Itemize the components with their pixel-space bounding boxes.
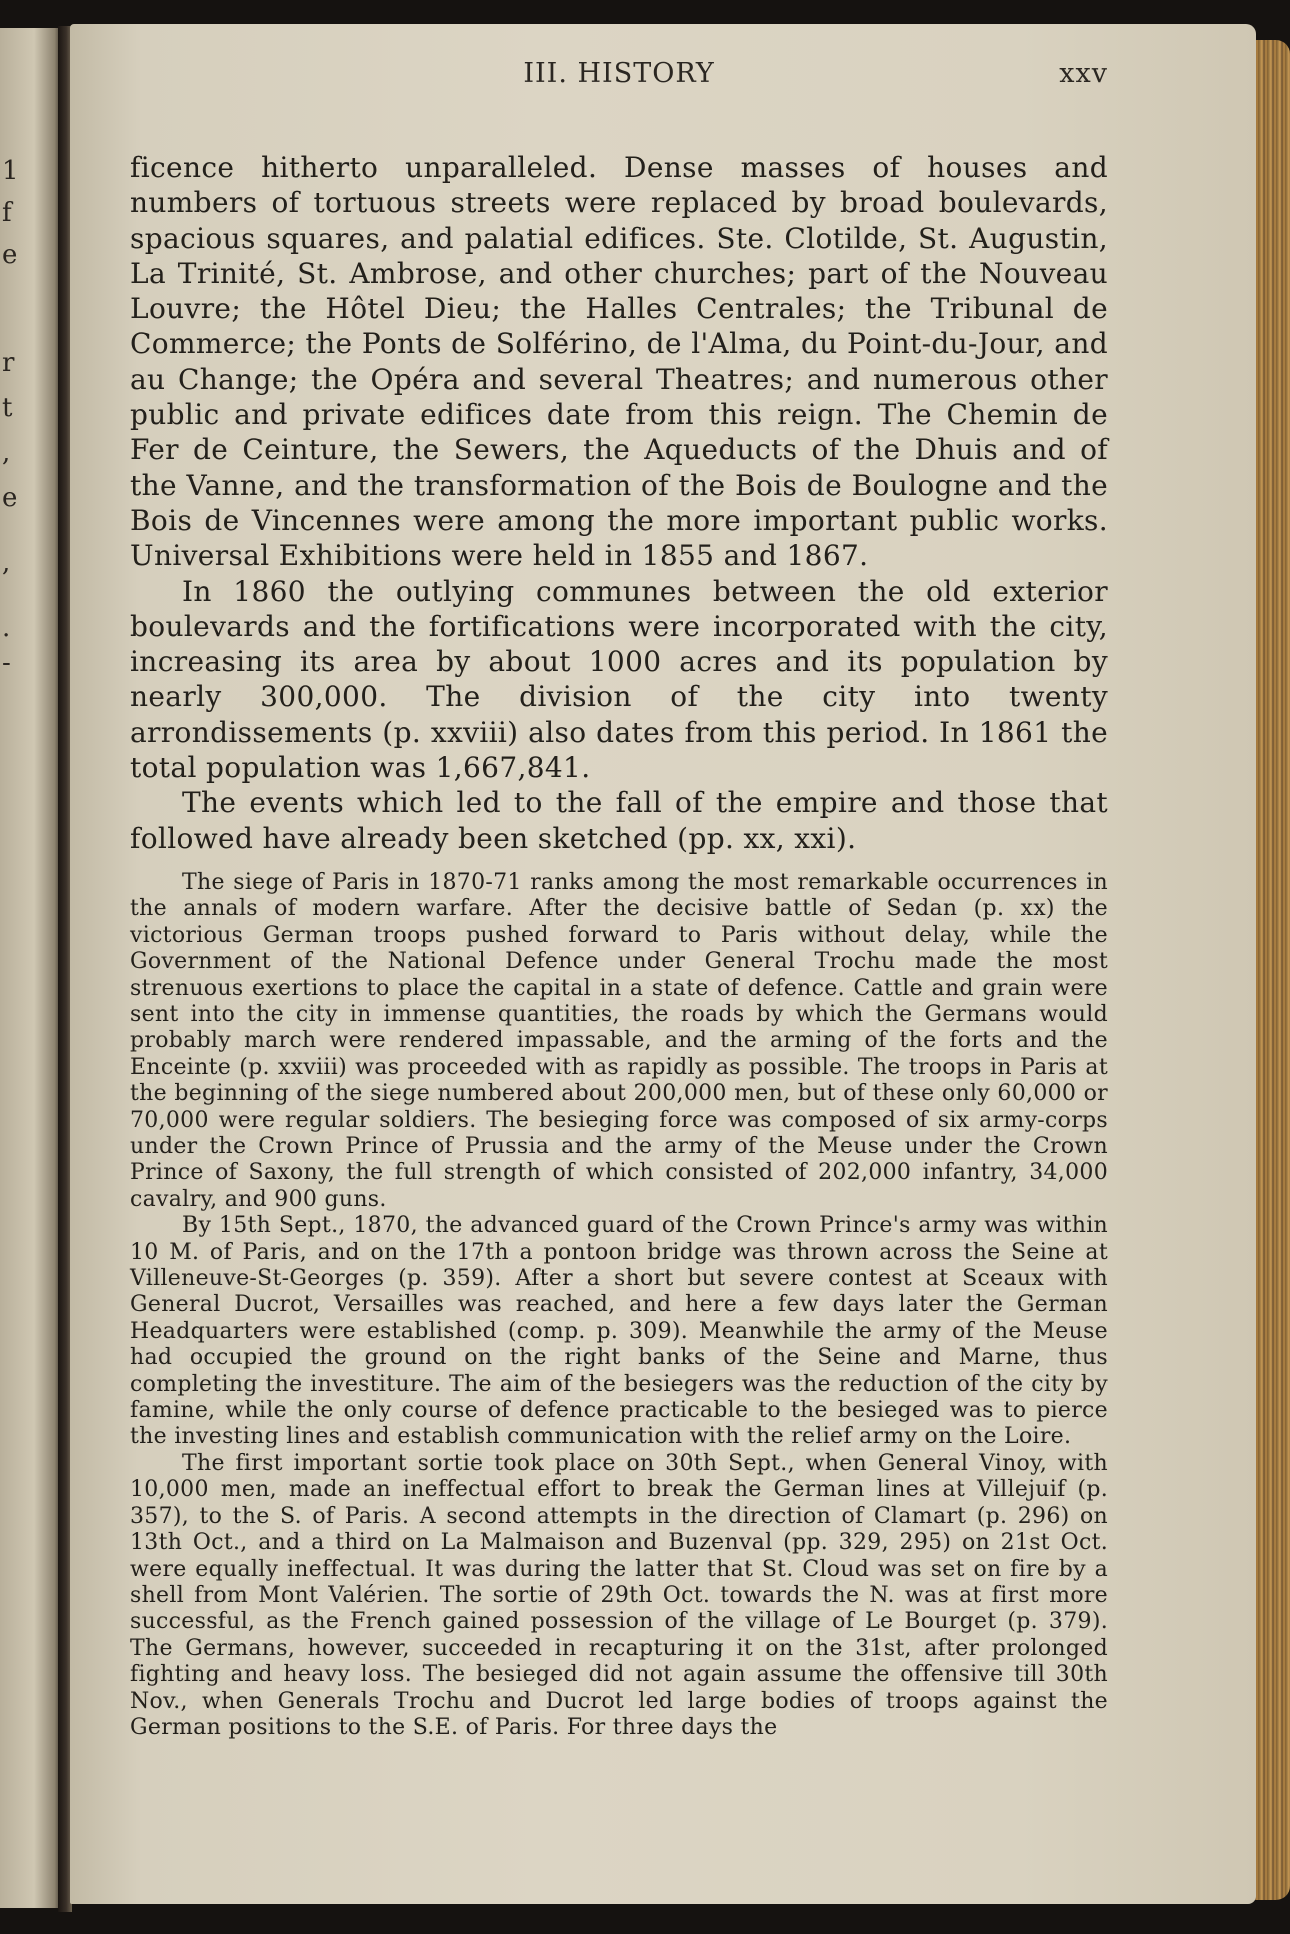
body-paragraph: ficence hitherto unparalleled. Dense masses of houses and numbers of tortuous streets were replaced by broad boulevards, spacious squares, and palatial edifices. Ste. Clotilde, St. Augustin, La Trinité, St. Ambrose, and other churches; part of the Nouveau Louvre; the Hôtel Dieu; the Halles Centrales; the Tribunal de Commerce; the Ponts de Solférino, de l'Alma, du Point-du-Jour, and au Change; the Opéra and several Theatres; and numerous other public and private edifices date from this reign. The Chemin de Fer de Ceinture, the Sewers, the Aqueducts of the Dhuis and of the Vanne, and the transformation of the Bois de Boulogne and the Bois de Vincennes were among the more important public works. Universal Exhibitions were held in 1855 and 1867.: [130, 151, 1108, 573]
small-print-paragraph: The first important sortie took place on 30th Sept., when General Vinoy, with 10,000 men, made an ineffectual effort to break the German lines at Villejuif (p. 357), to the S. of Paris. A second attempts in the direction of Clamart (p. 296) on 13th Oct., and a third on La Malmaison and Buzenval (pp. 329, 295) on 21st Oct. were equally ineffectual. It was during the latter that St. Cloud was set on fire by a shell from Mont Valérien. The sortie of 29th Oct. towards the N. was at first more successful, as the French gained possession of the village of Le Bourget (p. 379). The Germans, however, succeeded in recapturing it on the 31st, after prolonged fighting and heavy loss. The besieged did not again assume the offensive till 30th Nov., when Generals Trochu and Ducrot led large bodies of troops against the German positions to the S.E. of Paris. For three days the: [130, 1450, 1108, 1740]
small-print-paragraph: The siege of Paris in 1870-71 ranks among the most remarkable occurrences in the annals of modern warfare. After the decisive battle of Sedan (p. xx) the victorious German troops pushed forward to Paris without delay, while the Government of the National Defence under General Trochu made the most strenuous exertions to place the capital in a state of defence. Cattle and grain were sent into the city in immense quantities, the roads by which the Germans would probably march were rendered impassable, and the arming of the forts and the Enceinte (p. xxviii) was proceeded with as rapidly as possible. The troops in Paris at the beginning of the siege numbered about 200,000 men, but of these only 60,000 or 70,000 were regular soldiers. The besieging force was composed of six army-corps under the Crown Prince of Prussia and the army of the Meuse under the Crown Prince of Saxony, the full strength of which consisted of 202,000 infantry, 34,000 cavalry, and 900 guns.: [130, 869, 1108, 1212]
page-header: [130, 58, 1108, 98]
left-fragment: f: [2, 198, 12, 228]
left-fragment: r: [2, 348, 15, 378]
left-fragment: ,: [2, 548, 11, 578]
page-edges: [1250, 40, 1290, 1900]
page-body: [130, 150, 1108, 1741]
left-page-text-fragments: [0, 28, 20, 1908]
left-fragment: .: [2, 613, 11, 643]
small-print-paragraph: By 15th Sept., 1870, the advanced guard of the Crown Prince's army was within 10 M. of Paris, and on the 17th a pontoon bridge was thrown across the Seine at Villeneuve-St-Georges (p. 359). After a short but severe contest at Sceaux with General Ducrot, Versailles was reached, and here a few days later the German Headquarters were established (comp. p. 309). Meanwhile the army of the Meuse had occupied the ground on the right banks of the Seine and Marne, thus completing the investiture. The aim of the besiegers was the reduction of the city by famine, while the only course of defence practicable to the besieged was to pierce the investing lines and establish communication with the relief army on the Loire.: [130, 1213, 1108, 1450]
left-fragment: e: [2, 483, 18, 513]
page-number: xxv: [1059, 58, 1108, 89]
left-fragment: 1: [2, 156, 19, 186]
left-fragment: e: [2, 240, 18, 270]
left-fragment: ,: [2, 438, 11, 468]
left-fragment: -: [2, 648, 11, 678]
body-paragraph: In 1860 the outlying communes between the old exterior boulevards and the fortifications were incorporated with the city, increasing its area by about 1000 acres and its population by nearly 300,000. The division of the city into twenty arrondissements (p. xxviii) also dates from this period. In 1861 the total population was 1,667,841.: [130, 574, 1108, 785]
left-facing-page: [0, 28, 62, 1908]
left-fragment: t: [2, 393, 13, 423]
running-head: III. HISTORY: [523, 58, 715, 89]
body-paragraph: The events which led to the fall of the empire and those that followed have already been sketched (pp. xx, xxi).: [130, 786, 1108, 855]
